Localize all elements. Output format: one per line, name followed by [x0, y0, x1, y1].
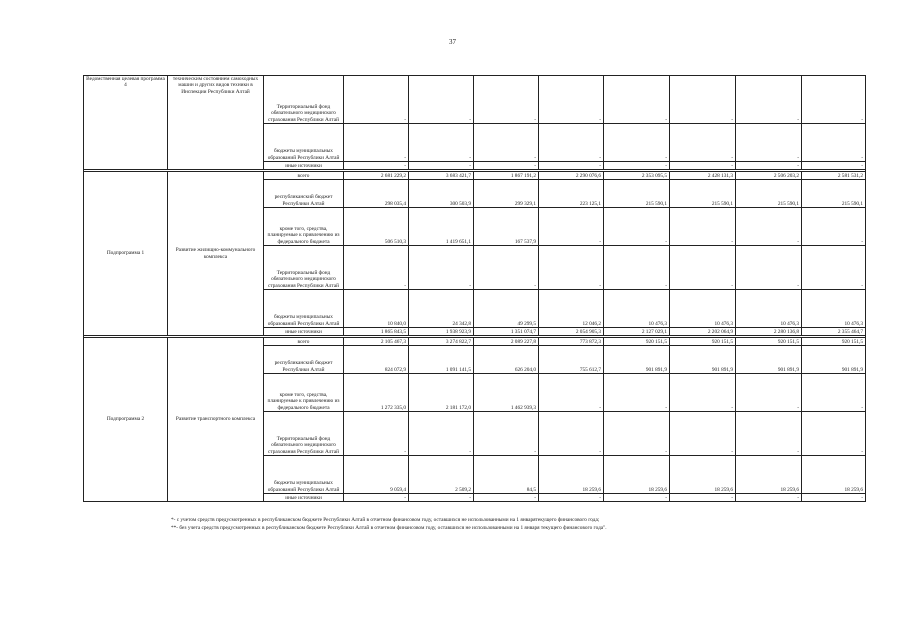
amount-cell: 773 872,3 — [539, 338, 604, 346]
funding-source-cell: всего — [264, 172, 344, 180]
amount-cell: - — [344, 494, 409, 502]
funding-source-cell: кроме того, средства, планируемые к привлечению из федерального бюджета — [264, 208, 344, 246]
amount-cell: 506 510,3 — [344, 208, 409, 246]
amount-cell: - — [736, 208, 802, 246]
amount-cell: - — [736, 76, 802, 124]
amount-cell: 920 151,5 — [802, 338, 866, 346]
amount-cell: 18 259,6 — [539, 456, 604, 494]
amount-cell: - — [474, 246, 539, 290]
amount-cell: 1 272 335,0 — [344, 374, 409, 412]
amount-cell: 920 151,5 — [604, 338, 670, 346]
amount-cell: - — [474, 162, 539, 170]
amount-cell: 10 476,3 — [802, 290, 866, 328]
amount-cell: - — [802, 246, 866, 290]
funding-source-cell: иные источники — [264, 494, 344, 502]
amount-cell: 2 355 464,7 — [802, 328, 866, 336]
budget-table — [83, 75, 866, 502]
amount-cell: 2 202 064,9 — [670, 328, 736, 336]
amount-cell: - — [539, 208, 604, 246]
amount-cell: - — [670, 494, 736, 502]
amount-cell: - — [344, 76, 409, 124]
amount-cell: 215 590,1 — [670, 180, 736, 208]
amount-cell: 1 867 191,2 — [474, 172, 539, 180]
amount-cell: - — [474, 494, 539, 502]
amount-cell: - — [670, 246, 736, 290]
amount-cell: - — [604, 246, 670, 290]
amount-cell: - — [802, 76, 866, 124]
funding-source-cell: Территориальный фонд обязательного медицинского страхования Республики Алтай — [264, 76, 344, 124]
amount-cell: 2 428 131,3 — [670, 172, 736, 180]
amount-cell: 626 204,0 — [474, 346, 539, 374]
amount-cell: - — [736, 246, 802, 290]
amount-cell: - — [539, 162, 604, 170]
funding-source-cell: Территориальный фонд обязательного медицинского страхования Республики Алтай — [264, 412, 344, 456]
funding-source-cell: республиканский бюджет Республики Алтай — [264, 346, 344, 374]
funding-source-cell: Территориальный фонд обязательного медицинского страхования Республики Алтай — [264, 246, 344, 290]
amount-cell: 2 280 136,8 — [736, 328, 802, 336]
amount-cell: 901 891,9 — [604, 346, 670, 374]
amount-cell: 299 329,1 — [474, 180, 539, 208]
amount-cell: 901 891,9 — [802, 346, 866, 374]
amount-cell: 2 054 905,3 — [539, 328, 604, 336]
amount-cell: 10 476,3 — [604, 290, 670, 328]
amount-cell: - — [539, 374, 604, 412]
amount-cell: - — [736, 494, 802, 502]
funding-source-cell: иные источники — [264, 328, 344, 336]
amount-cell: - — [409, 124, 474, 162]
amount-cell: 2 509,2 — [409, 456, 474, 494]
amount-cell: - — [604, 76, 670, 124]
amount-cell: - — [344, 412, 409, 456]
funding-source-cell: кроме того, средства, планируемые к привлечению из федерального бюджета — [264, 374, 344, 412]
funding-source-cell: всего — [264, 338, 344, 346]
program-title-cell: Развитие жилищно-коммунального комплекса — [168, 172, 264, 336]
amount-cell: 2 290 076,6 — [539, 172, 604, 180]
amount-cell: 2 181 172,0 — [409, 374, 474, 412]
amount-cell: - — [344, 246, 409, 290]
amount-cell: 298 035,4 — [344, 180, 409, 208]
amount-cell: 18 259,6 — [670, 456, 736, 494]
amount-cell: - — [604, 494, 670, 502]
funding-source-cell: бюджеты муниципальных образований Республики Алтай — [264, 456, 344, 494]
amount-cell: 920 151,5 — [670, 338, 736, 346]
amount-cell: 2 681 229,2 — [344, 172, 409, 180]
amount-cell: - — [409, 246, 474, 290]
amount-cell: - — [736, 162, 802, 170]
amount-cell: 2 105 467,3 — [344, 338, 409, 346]
amount-cell: - — [474, 412, 539, 456]
amount-cell: - — [736, 124, 802, 162]
amount-cell: 1 865 843,5 — [344, 328, 409, 336]
amount-cell: 223 125,1 — [539, 180, 604, 208]
table-row — [84, 172, 866, 180]
amount-cell: - — [670, 208, 736, 246]
amount-cell: 2 089 227,8 — [474, 338, 539, 346]
footnotes — [171, 517, 851, 532]
amount-cell: - — [474, 124, 539, 162]
table-row — [84, 338, 866, 346]
table-row — [84, 76, 866, 124]
amount-cell: 18 259,6 — [736, 456, 802, 494]
amount-cell: 2 581 531,2 — [802, 172, 866, 180]
footnote-2: **- без учета средств предусмотренных в республиканском бюджете Республики Алтай в отчетном финансовом году, оставшихся не использованными на 1 января текущего финансового года". — [171, 524, 607, 531]
amount-cell: - — [802, 412, 866, 456]
amount-cell: 24 342,8 — [409, 290, 474, 328]
amount-cell: - — [670, 374, 736, 412]
amount-cell: - — [604, 208, 670, 246]
amount-cell: 2 127 029,1 — [604, 328, 670, 336]
amount-cell: 9 059,4 — [344, 456, 409, 494]
amount-cell: 901 891,9 — [670, 346, 736, 374]
amount-cell: 18 259,6 — [802, 456, 866, 494]
amount-cell: 49 299,5 — [474, 290, 539, 328]
funding-source-cell: республиканский бюджет Республики Алтай — [264, 180, 344, 208]
amount-cell: - — [344, 162, 409, 170]
amount-cell: 1 938 923,9 — [409, 328, 474, 336]
amount-cell: - — [604, 374, 670, 412]
amount-cell: - — [802, 494, 866, 502]
page-number: 37 — [449, 38, 456, 46]
amount-cell: 10 840,0 — [344, 290, 409, 328]
amount-cell: 167 537,9 — [474, 208, 539, 246]
amount-cell: 215 590,1 — [604, 180, 670, 208]
amount-cell: 3 274 822,7 — [409, 338, 474, 346]
amount-cell: 84,5 — [474, 456, 539, 494]
amount-cell: - — [539, 246, 604, 290]
amount-cell: - — [539, 124, 604, 162]
amount-cell: 824 072,9 — [344, 346, 409, 374]
amount-cell: - — [802, 374, 866, 412]
amount-cell: 1 351 074,7 — [474, 328, 539, 336]
amount-cell: - — [670, 76, 736, 124]
amount-cell: 3 683 421,7 — [409, 172, 474, 180]
amount-cell: - — [670, 124, 736, 162]
amount-cell: 12 046,2 — [539, 290, 604, 328]
amount-cell: - — [474, 76, 539, 124]
amount-cell: 18 259,6 — [604, 456, 670, 494]
amount-cell: 215 590,1 — [736, 180, 802, 208]
amount-cell: 10 476,3 — [670, 290, 736, 328]
program-title-cell: техническим состоянием самоходных машин и других видов техники в Инспекции Республики Алтай — [168, 76, 264, 170]
amount-cell: - — [409, 494, 474, 502]
amount-cell: - — [604, 162, 670, 170]
amount-cell: - — [539, 412, 604, 456]
amount-cell: - — [539, 76, 604, 124]
program-name-cell: Подпрограмма 1 — [84, 172, 168, 336]
funding-source-cell: бюджеты муниципальных образований Республики Алтай — [264, 124, 344, 162]
amount-cell: 1 462 939,3 — [474, 374, 539, 412]
amount-cell: 300 503,9 — [409, 180, 474, 208]
amount-cell: - — [604, 124, 670, 162]
funding-source-cell: иные источники — [264, 162, 344, 170]
amount-cell: - — [736, 374, 802, 412]
amount-cell: 755 612,7 — [539, 346, 604, 374]
amount-cell: 1 091 141,5 — [409, 346, 474, 374]
amount-cell: - — [670, 412, 736, 456]
amount-cell: 10 476,3 — [736, 290, 802, 328]
program-title-cell: Развитие транспортного комплекса — [168, 338, 264, 502]
amount-cell: - — [409, 162, 474, 170]
amount-cell: - — [802, 162, 866, 170]
amount-cell: - — [802, 208, 866, 246]
amount-cell: 2 353 095,5 — [604, 172, 670, 180]
amount-cell: - — [344, 124, 409, 162]
amount-cell: - — [670, 162, 736, 170]
amount-cell: 215 590,1 — [802, 180, 866, 208]
footnote-1: *- с учетом средств предусмотренных в республиканском бюджете Республики Алтай в отчетном финансовом году, оставшихся не использованными на 1 январятекущего финансового года; — [171, 517, 600, 523]
program-name-cell: Подпрограмма 2 — [84, 338, 168, 502]
amount-cell: - — [409, 76, 474, 124]
amount-cell: - — [802, 124, 866, 162]
amount-cell: - — [604, 412, 670, 456]
program-name-cell: Ведомственная целевая программа 4 — [84, 76, 168, 170]
amount-cell: 1 419 651,1 — [409, 208, 474, 246]
amount-cell: - — [409, 412, 474, 456]
amount-cell: 2 506 203,2 — [736, 172, 802, 180]
funding-source-cell: бюджеты муниципальных образований Республики Алтай — [264, 290, 344, 328]
amount-cell: - — [736, 412, 802, 456]
amount-cell: - — [539, 494, 604, 502]
amount-cell: 920 151,5 — [736, 338, 802, 346]
amount-cell: 901 891,9 — [736, 346, 802, 374]
